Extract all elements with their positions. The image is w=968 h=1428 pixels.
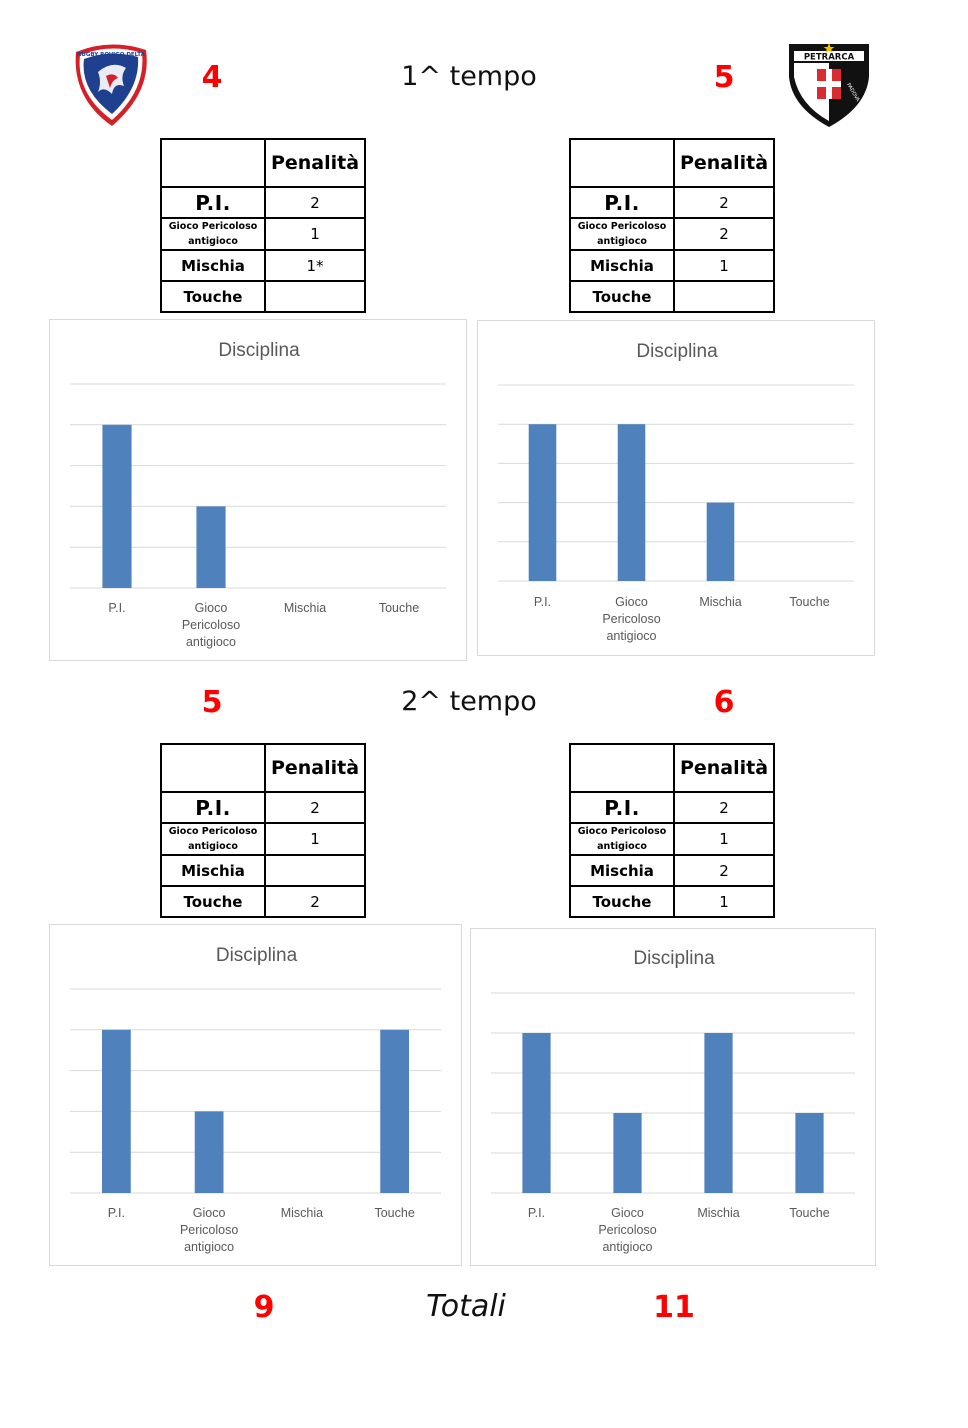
row-label-pi: P.I. <box>570 792 674 823</box>
category-label-line: P.I. <box>533 595 552 609</box>
table-corner <box>570 139 674 187</box>
row-label-pi: P.I. <box>570 187 674 218</box>
chart-svg <box>478 321 876 657</box>
bar <box>522 1033 550 1193</box>
category-label-line: Touche <box>378 601 420 615</box>
first-half-home-score: 4 <box>201 60 223 95</box>
category-label <box>379 601 419 615</box>
table-header: Penalità <box>674 139 774 187</box>
second-half-home-penalty-table <box>160 743 366 918</box>
bar <box>707 503 735 581</box>
category-label-line: P.I. <box>107 1206 125 1220</box>
value-gioco-pericoloso: 1 <box>265 218 365 250</box>
category-label-line: antigioco <box>602 1240 653 1254</box>
category-label <box>699 595 741 609</box>
value-mischia: 1* <box>265 250 365 281</box>
row-label-mischia: Mischia <box>161 250 265 281</box>
first-half-label: 1^ tempo <box>401 61 537 92</box>
second-half-away-penalty-table <box>569 743 775 918</box>
first-half-home-chart <box>49 319 467 661</box>
rovigo-logo <box>68 42 152 128</box>
category-label-line: Touche <box>789 595 830 609</box>
row-label-mischia: Mischia <box>161 855 265 886</box>
bar <box>613 1113 641 1193</box>
category-label-line: P.I. <box>108 601 126 615</box>
value-touche: 2 <box>265 886 365 917</box>
category-label-line: Mischia <box>280 1206 324 1220</box>
second-half-home-score: 5 <box>201 685 223 720</box>
category-label <box>598 1206 656 1254</box>
row-label-gioco-pericoloso <box>570 823 674 855</box>
category-label-line: Gioco <box>194 601 228 615</box>
value-pi: 2 <box>265 187 365 218</box>
first-half-away-score: 5 <box>713 60 735 95</box>
category-label-line: antigioco <box>184 1240 235 1254</box>
category-label <box>528 1206 545 1220</box>
row-label-mischia: Mischia <box>570 250 674 281</box>
category-label-line: Gioco <box>611 1206 644 1220</box>
row-label-gioco-pericoloso <box>161 218 265 250</box>
table-header: Penalità <box>674 744 774 792</box>
category-label <box>374 1206 414 1220</box>
value-mischia <box>265 855 365 886</box>
second-half-label: 2^ tempo <box>401 686 537 717</box>
row-label-touche: Touche <box>161 886 265 917</box>
row-label-line1: Gioco Pericoloso <box>577 221 667 232</box>
value-touche: 1 <box>674 886 774 917</box>
category-label <box>108 601 125 615</box>
chart-title: Disciplina <box>215 945 298 966</box>
category-label <box>182 601 240 649</box>
first-half-away-chart <box>477 320 875 656</box>
row-label-touche: Touche <box>570 281 674 312</box>
row-label-gioco-pericoloso <box>161 823 265 855</box>
totals-label: Totali <box>426 1289 506 1324</box>
category-label-line: Touche <box>374 1206 415 1220</box>
category-label <box>789 1206 829 1220</box>
table-header: Penalità <box>265 744 365 792</box>
row-label-touche: Touche <box>161 281 265 312</box>
value-gioco-pericoloso: 2 <box>674 218 774 250</box>
petrarca-logo-text: PETRARCA <box>803 52 855 63</box>
category-label <box>284 601 326 615</box>
table-corner <box>161 139 265 187</box>
first-half-away-penalty-table <box>569 138 775 313</box>
petrarca-logo <box>786 41 872 129</box>
row-label-line2: antigioco <box>597 841 647 852</box>
row-label-pi: P.I. <box>161 792 265 823</box>
rovigo-logo-text: RUGBY ROVIGO DELTA <box>77 52 145 58</box>
value-pi: 2 <box>674 792 774 823</box>
category-label <box>108 1206 125 1220</box>
category-label <box>789 595 829 609</box>
chart-title: Disciplina <box>218 340 300 361</box>
category-label-line: Pericoloso <box>598 1223 657 1237</box>
bar <box>380 1030 409 1193</box>
chart-svg <box>50 925 463 1267</box>
chart-title: Disciplina <box>636 341 718 362</box>
value-mischia: 1 <box>674 250 774 281</box>
bar <box>195 1111 224 1193</box>
value-mischia: 2 <box>674 855 774 886</box>
bar <box>529 424 557 581</box>
category-label-line: Mischia <box>283 601 327 615</box>
category-label <box>602 595 660 643</box>
category-label-line: Mischia <box>697 1206 740 1220</box>
category-label <box>281 1206 323 1220</box>
category-label-line: Pericoloso <box>179 1223 239 1237</box>
category-label <box>180 1206 238 1254</box>
row-label-line1: Gioco Pericoloso <box>168 826 258 837</box>
category-label <box>697 1206 739 1220</box>
table-corner <box>161 744 265 792</box>
second-half-away-chart <box>470 928 876 1266</box>
second-half-home-chart <box>49 924 462 1266</box>
value-touche <box>674 281 774 312</box>
row-label-touche: Touche <box>570 886 674 917</box>
category-label <box>534 595 551 609</box>
row-label-mischia: Mischia <box>570 855 674 886</box>
table-corner <box>570 744 674 792</box>
value-touche <box>265 281 365 312</box>
chart-svg <box>471 929 877 1267</box>
category-label-line: Pericoloso <box>181 618 241 632</box>
category-label-line: Mischia <box>699 595 742 609</box>
row-label-line2: antigioco <box>188 236 238 247</box>
bar <box>795 1113 823 1193</box>
first-half-home-penalty-table <box>160 138 366 313</box>
category-label-line: Gioco <box>192 1206 226 1220</box>
value-pi: 2 <box>265 792 365 823</box>
category-label-line: Touche <box>789 1206 830 1220</box>
row-label-line2: antigioco <box>597 236 647 247</box>
row-label-line1: Gioco Pericoloso <box>168 221 258 232</box>
row-label-line2: antigioco <box>188 841 238 852</box>
category-label-line: Pericoloso <box>602 612 661 626</box>
value-gioco-pericoloso: 1 <box>674 823 774 855</box>
bar <box>102 425 131 588</box>
row-label-line1: Gioco Pericoloso <box>577 826 667 837</box>
petrarca-logo-subtext: PADOVA <box>845 82 861 103</box>
row-label-pi: P.I. <box>161 187 265 218</box>
bar <box>102 1030 131 1193</box>
totals-away: 11 <box>653 1290 695 1325</box>
table-header: Penalità <box>265 139 365 187</box>
row-label-gioco-pericoloso <box>570 218 674 250</box>
second-half-away-score: 6 <box>713 685 735 720</box>
chart-svg <box>50 320 468 662</box>
value-gioco-pericoloso: 1 <box>265 823 365 855</box>
category-label-line: Gioco <box>615 595 648 609</box>
bar <box>704 1033 732 1193</box>
totals-home: 9 <box>253 1290 275 1325</box>
bar <box>196 506 225 588</box>
category-label-line: antigioco <box>606 629 657 643</box>
chart-title: Disciplina <box>633 948 715 969</box>
category-label-line: P.I. <box>527 1206 546 1220</box>
value-pi: 2 <box>674 187 774 218</box>
bar <box>618 424 646 581</box>
category-label-line: antigioco <box>185 635 237 649</box>
